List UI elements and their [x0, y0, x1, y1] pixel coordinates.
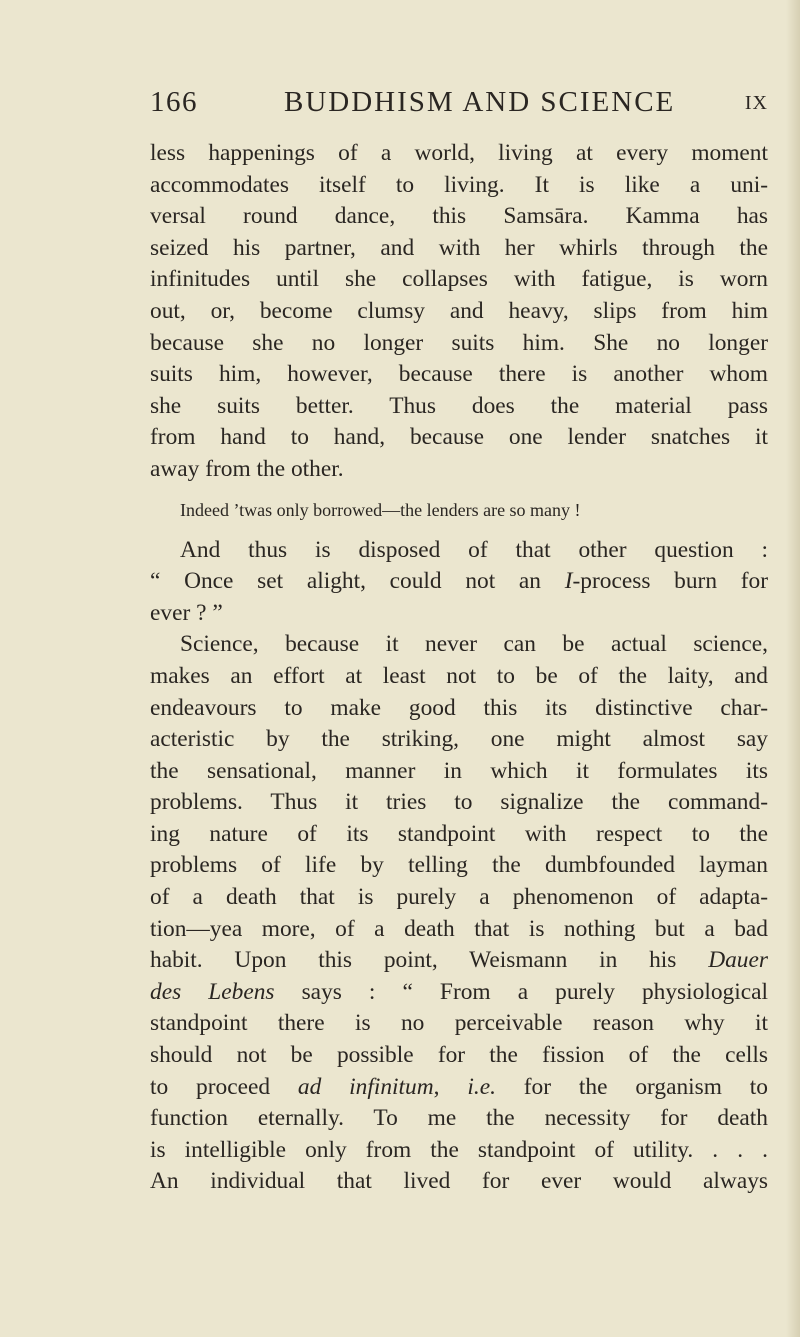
- text-line: she suits better. Thus does the material pass: [150, 392, 768, 419]
- page-edge-shadow: [786, 0, 800, 1337]
- text-line: accommodates itself to living. It is like a uni-: [150, 171, 768, 198]
- paragraph-science: [150, 629, 768, 1198]
- italic-run: i.e.: [467, 1073, 496, 1100]
- text-line: And thus is disposed of that other question :: [180, 536, 768, 563]
- text-line: acteristic by the striking, one might almost say: [150, 726, 768, 753]
- text-line: function eternally. To me the necessity for death: [150, 1105, 768, 1132]
- text-run: to proceed: [150, 1073, 298, 1100]
- text-line: out, or, become clumsy and heavy, slips from him: [150, 297, 768, 324]
- chapter-numeral: IX: [744, 92, 768, 114]
- text-line: makes an effort at least not to be of the laity, and: [150, 662, 768, 689]
- text-line: suits him, however, because there is another whom: [150, 361, 768, 388]
- text-line: less happenings of a world, living at every moment: [150, 140, 768, 166]
- italic-run: ad infinitum: [297, 1073, 434, 1100]
- text-line: An individual that lived for ever would always: [150, 1168, 768, 1195]
- verse-quote: Indeed ’twas only borrowed—the lenders are so many !: [180, 499, 581, 520]
- text-line: [150, 566, 768, 598]
- running-header: [150, 86, 768, 126]
- text-line: versal round dance, this Samsāra. Kamma has: [150, 203, 768, 230]
- text-line: tion—yea more, of a death that is nothing but a bad: [150, 915, 768, 942]
- text-line: [150, 1072, 768, 1104]
- text-line: is intelligible only from the standpoint of utility. . . .: [150, 1136, 768, 1163]
- text-line: because she no longer suits him. She no longer: [150, 329, 768, 356]
- text-line: problems of life by telling the dumbfounded layman: [150, 852, 768, 879]
- text-run: says : “ From a purely physiological: [274, 978, 768, 1005]
- text-line: [150, 977, 768, 1009]
- page-number: 166: [150, 86, 198, 118]
- italic-title: Dauer: [708, 947, 768, 974]
- paragraph-question: [150, 535, 768, 630]
- text-line: should not be possible for the fission of the cells: [150, 1042, 768, 1069]
- text-line: [150, 945, 768, 977]
- page-body: [150, 138, 768, 1198]
- text-run: habit. Upon this point, Weismann in his: [150, 947, 709, 974]
- text-line: from hand to hand, because one lender snatches it: [150, 424, 768, 451]
- text-line: the sensational, manner in which it formulates its: [150, 757, 768, 784]
- text-run: ,: [433, 1073, 468, 1100]
- running-title: BUDDHISM AND SCIENCE: [284, 86, 676, 118]
- text-line: infinitudes until she collapses with fatigue, is worn: [150, 266, 768, 293]
- italic-run: I: [564, 568, 573, 595]
- text-line: seized his partner, and with her whirls through the: [150, 234, 768, 261]
- italic-title: des Lebens: [150, 978, 275, 1005]
- text-line: endeavours to make good this its distinctive char-: [150, 694, 768, 721]
- text-line: away from the other.: [150, 455, 344, 482]
- paragraph-samsara: [150, 138, 768, 486]
- text-run: “ Once set alight, could not an: [150, 568, 565, 595]
- text-line: standpoint there is no perceivable reason why it: [150, 1010, 768, 1037]
- text-line: problems. Thus it tries to signalize the command-: [150, 789, 768, 816]
- text-line: ever ? ”: [150, 599, 223, 626]
- text-run: -process burn for: [572, 568, 768, 595]
- text-run: for the organism to: [495, 1073, 768, 1100]
- text-line: ing nature of its standpoint with respect to the: [150, 820, 768, 847]
- text-line: Science, because it never can be actual science,: [180, 631, 768, 658]
- text-line: of a death that is purely a phenomenon of adapta-: [150, 884, 768, 911]
